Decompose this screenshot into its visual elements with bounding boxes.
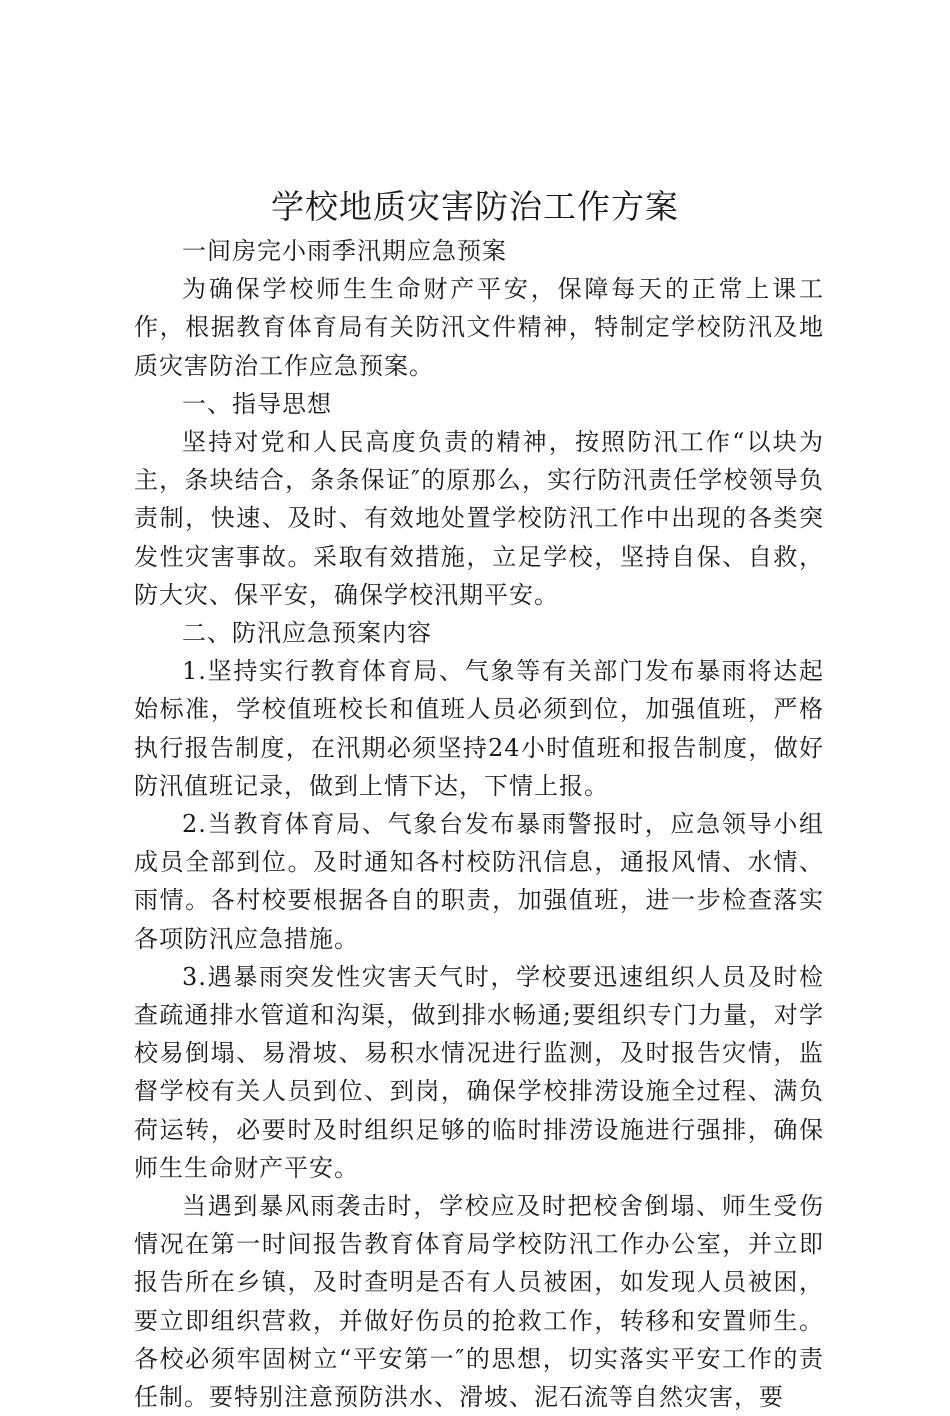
document-subtitle: 一间房完小雨季汛期应急预案 — [182, 237, 507, 265]
paragraph-guiding-ideology: 坚持对党和人民高度负责的精神，按照防汛工作“以块为主，条块结合，条条保证″的原那么，实行防汛责任学校领导负责制，快速、及时、有效地处置学校防汛工作中出现的各类突发性灾害事故。采取有效措施，立足学校，坚持自保、自救，防大灾、保平安，确保学校汛期平安。 — [134, 428, 824, 609]
paragraph-item-3: 3.遇暴雨突发性灾害天气时，学校要迅速组织人员及时检查疏通排水管道和沟渠，做到排水畅通;要组织专门力量，对学校易倒塌、易滑坡、易积水情况进行监测，及时报告灾情，监督学校有关人员到位、到岗，确保学校排涝设施全过程、满负荷运转，必要时及时组织足够的临时排涝设施进行强排，确保师生生命财产平安。 — [134, 962, 824, 1182]
document-body — [134, 232, 824, 1416]
paragraph-storm-response: 当遇到暴风雨袭击时，学校应及时把校舍倒塌、师生受伤情况在第一时间报告教育体育局学校防汛工作办公室，并立即报告所在乡镇，及时查明是否有人员被困，如发现人员被困，要立即组织营救，并做好伤员的抢救工作，转移和安置师生。各校必须牢固树立“平安第一″的思想，切实落实平安工作的责任制。要特别注意预防洪水、滑坡、泥石流等自然灾害，要 — [134, 1192, 824, 1412]
section-heading-guiding-ideology: 一、指导思想 — [182, 389, 332, 418]
paragraph-item-1: 1.坚持实行教育体育局、气象等有关部门发布暴雨将达起始标准，学校值班校长和值班人员必须到位，加强值班，严格执行报告制度，在汛期必须坚持24小时值班和报告制度，做好防汛值班记录，做到上情下达，下情上报。 — [134, 657, 824, 800]
section-heading-plan-content: 二、防汛应急预案内容 — [182, 619, 432, 648]
paragraph-intro: 为确保学校师生生命财产平安，保障每天的正常上课工作，根据教育体育局有关防汛文件精神，特制定学校防汛及地质灾害防治工作应急预案。 — [134, 275, 824, 380]
paragraph-item-2: 2.当教育体育局、气象台发布暴雨警报时，应急领导小组成员全部到位。及时通知各村校防汛信息，通报风情、水情、雨情。各村校要根据各自的职责，加强值班，进一步检查落实各项防汛应急措施。 — [134, 810, 824, 953]
document-title: 学校地质灾害防治工作方案 — [271, 187, 679, 226]
